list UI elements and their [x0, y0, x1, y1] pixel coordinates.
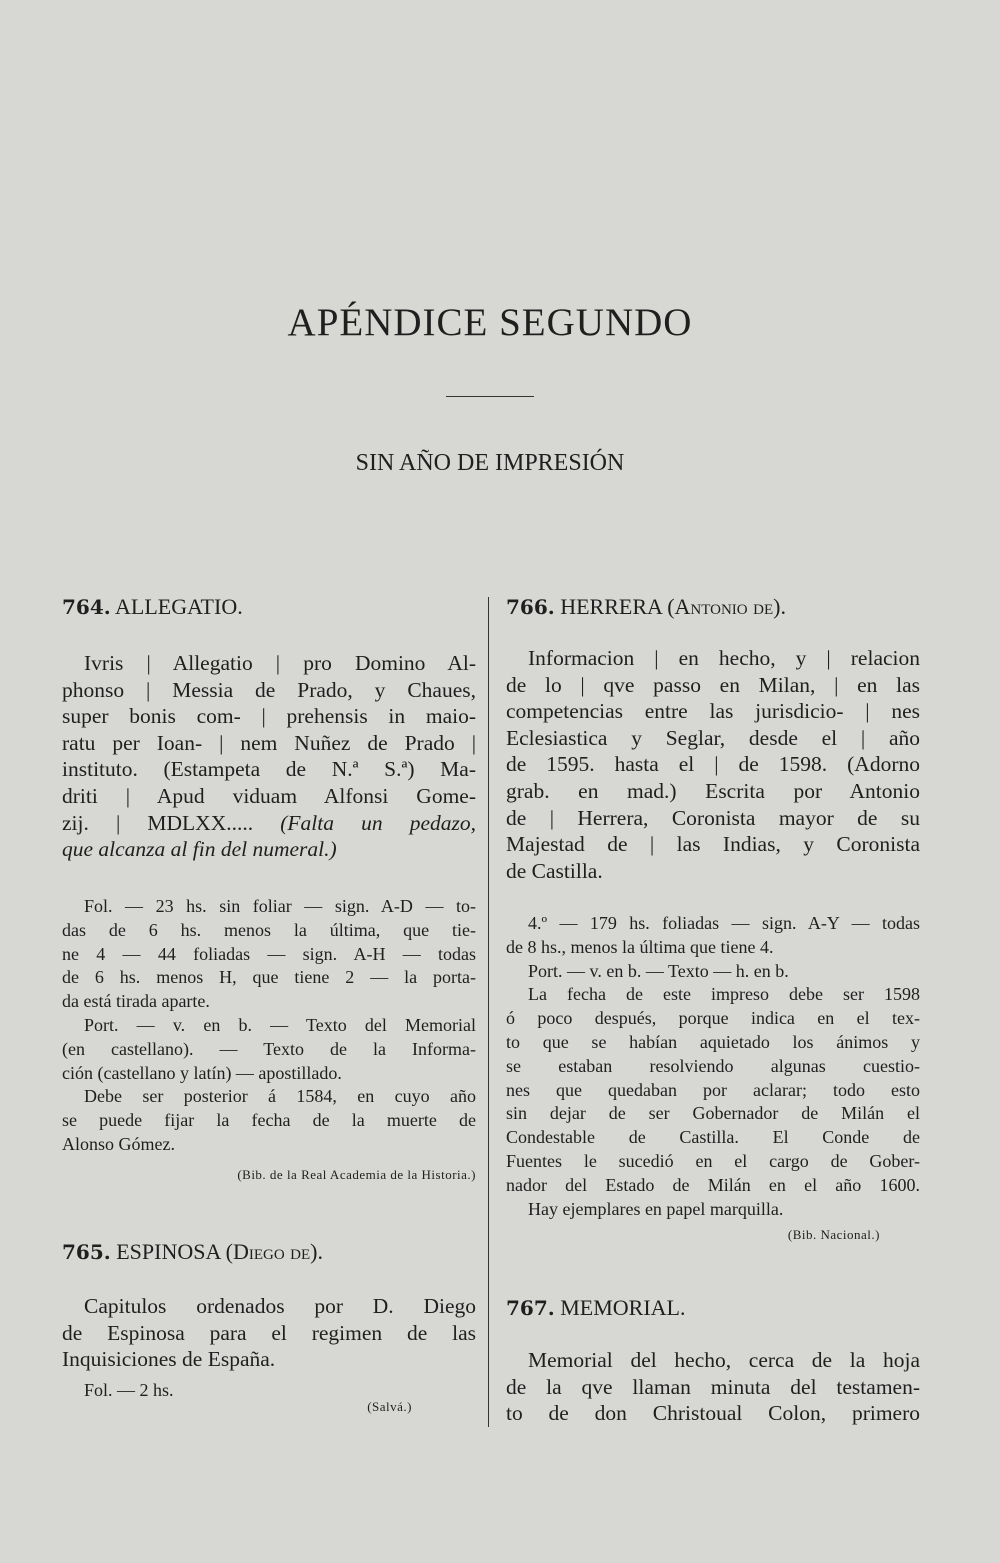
entry-764 [62, 593, 476, 621]
note-line: nador del Estado de Milán en el año 1600. [506, 1174, 920, 1195]
entry-767 [506, 1294, 920, 1322]
italic-note: que alcanza al fin del numeral.) [62, 837, 337, 862]
entry-764-notes [62, 895, 476, 1183]
text-line: ratu per Ioan- | nem Nuñez de Prado | [62, 730, 476, 755]
note-line: Fuentes le sucedió en el cargo de Gober- [506, 1150, 920, 1171]
entry-heading [506, 1294, 920, 1322]
text-line: driti | Apud viduam Alfonsi Gome- [62, 783, 476, 808]
entry-number: 764. [62, 595, 111, 619]
note-line: da está tirada aparte. [62, 991, 210, 1012]
italic-note: (Falta un pedazo, [280, 810, 476, 835]
text-line: to de don Christoual Colon, primero [506, 1401, 920, 1426]
text-line: competencias entre las jurisdicio- | nes [506, 699, 920, 724]
note-line: Alonso Gómez. [62, 1133, 175, 1154]
note-line: se puede fijar la fecha de la muerte de [62, 1110, 476, 1131]
entry-heading [62, 1238, 476, 1266]
note-line: de 8 hs., menos la última que tiene 4. [506, 936, 774, 957]
text-line: Informacion | en hecho, y | relacion [528, 646, 920, 670]
text-line: Majestad de | las Indias, y Coronista [506, 832, 920, 857]
entry-description [62, 1293, 476, 1373]
entry-number: 766. [506, 595, 555, 619]
text-line [62, 810, 476, 837]
entry-765-body [62, 1293, 476, 1415]
note-line: nes que quedaban por aclarar; todo esto [506, 1079, 920, 1100]
entry-number: 765. [62, 1240, 111, 1264]
text-line: Ivris | Allegatio | pro Domino Al- [84, 651, 476, 675]
entry-title: ALLEGATIO. [115, 594, 243, 619]
note-line: Fol. — 2 hs. [84, 1379, 174, 1400]
text-line: Eclesiastica y Seglar, desde el | año [506, 725, 920, 750]
entry-765 [62, 1238, 476, 1266]
entry-author: (Antonio de). [667, 594, 786, 619]
entry-notes [62, 895, 476, 1157]
entry-title: MEMORIAL. [560, 1295, 686, 1320]
text-line: de Castilla. [506, 858, 603, 883]
note-line: sin dejar de ser Gobernador de Milán el [506, 1103, 920, 1124]
note-line: Port. — v. en b. — Texto del Memorial [84, 1014, 476, 1035]
note-line: ción (castellano y latín) — apostillado. [62, 1062, 342, 1083]
entry-title: HERRERA [560, 594, 662, 619]
text-line: de lo | qve passo en Milan, | en las [506, 672, 920, 697]
note-line: das de 6 hs. menos la última, que tie- [62, 919, 476, 940]
text-line: instituto. (Estampeta de N.ª S.ª) Ma- [62, 757, 476, 782]
source-citation: (Bib. de la Real Academia de la Historia.) [237, 1166, 476, 1182]
entry-notes [506, 912, 920, 1221]
text-line: de la qve llaman minuta del testamen- [506, 1374, 920, 1399]
note-line: Fol. — 23 hs. sin foliar — sign. A-D — to- [84, 896, 476, 916]
entry-title: ESPINOSA [116, 1239, 221, 1264]
entry-766-notes [506, 912, 920, 1243]
text-line: super bonis com- | prehensis in maio- [62, 704, 476, 729]
entry-767-body [506, 1347, 920, 1427]
note-line: Port. — v. en b. — Texto — h. en b. [528, 960, 789, 981]
note-line: de 6 hs. menos H, que tiene 2 — la porta- [62, 967, 476, 988]
text-line: phonso | Messia de Prado, y Chaues, [62, 677, 476, 702]
text-line: Memorial del hecho, cerca de la hoja [528, 1348, 920, 1372]
note-line: ne 4 — 44 foliadas — sign. A-H — todas [62, 943, 476, 964]
entry-description [506, 645, 920, 884]
entry-766-body [506, 645, 920, 884]
title-rule [446, 396, 534, 397]
entry-description [62, 650, 476, 863]
note-line: Debe ser posterior á 1584, en cuyo año [84, 1086, 476, 1107]
source-citation: (Bib. Nacional.) [787, 1227, 880, 1243]
text-line: de | Herrera, Coronista mayor de su [506, 805, 920, 830]
note-line: se estaban resolviendo algunas cuestio- [506, 1055, 920, 1076]
text-line [62, 836, 476, 863]
note-line: to que se habían aquietado los ánimos y [506, 1031, 920, 1052]
text-line: Capitulos ordenados por D. Diego [84, 1294, 476, 1318]
text-line: Inquisiciones de España. [62, 1347, 276, 1372]
entry-heading [506, 593, 920, 621]
text-line: de 1595. hasta el | de 1598. (Adorno [506, 752, 920, 777]
note-line: Hay ejemplares en papel marquilla. [528, 1198, 784, 1219]
note-line: Condestable de Castilla. El Conde de [506, 1127, 920, 1148]
note-line: ó poco después, porque indica en el tex- [506, 1008, 920, 1029]
entry-description [506, 1347, 920, 1427]
entry-766 [506, 593, 920, 621]
text-line: grab. en mad.) Escrita por Antonio [506, 778, 920, 803]
note-line: (en castellano). — Texto de la Informa- [62, 1038, 476, 1059]
text-line: de Espinosa para el regimen de las [62, 1320, 476, 1345]
entry-764-body [62, 650, 476, 863]
column-divider [488, 597, 489, 1427]
text-fragment: zij. | MDLXX..... [62, 810, 281, 835]
note-line: 4.º — 179 hs. foliadas — sign. A-Y — todas [528, 913, 920, 933]
section-subtitle: SIN AÑO DE IMPRESIÓN [355, 450, 625, 476]
entry-heading [62, 593, 476, 621]
note-line: La fecha de este impreso debe ser 1598 [528, 984, 920, 1005]
page-title: APÉNDICE SEGUNDO [287, 301, 693, 344]
entry-number: 767. [506, 1296, 555, 1320]
source-citation: (Salvá.) [367, 1398, 412, 1414]
entry-author: (Diego de). [225, 1239, 323, 1264]
